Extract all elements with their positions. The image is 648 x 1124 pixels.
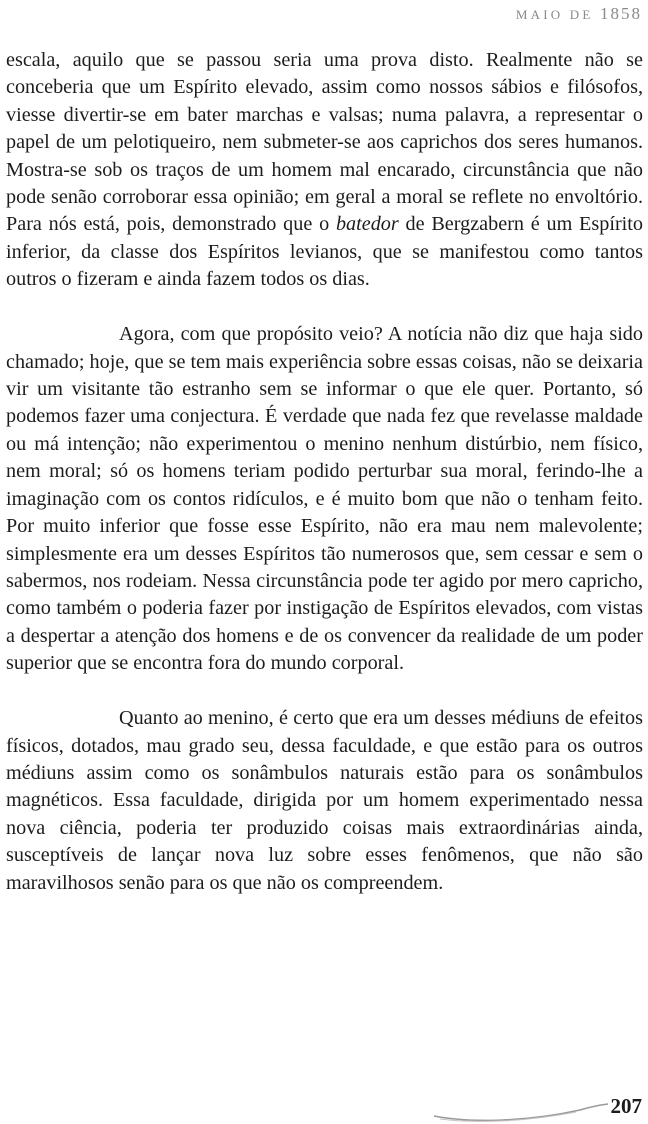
folio: [430, 1090, 644, 1124]
body-text: [6, 47, 643, 897]
paragraph-2: Agora, com que propósito veio? A notícia não diz que haja sido chamado; hoje, que se tem mais experiência sobre essas coisas, não se deixaria vir um visitante tão estranho sem se informar o que ele quer. Portanto, só podemos fazer uma conjectura. É verdade que nada fez que revelasse maldade ou má intenção; não experimentou o menino nenhum distúrbio, nem físico, nem moral; só os homens teriam podido perturbar sua moral, ferindo-lhe a imaginação com os contos ridículos, e é muito bom que não o tenham feito. Por muito inferior que fosse esse Espírito, não era mau nem malevolente; simplesmente era um desses Espíritos tão numerosos que, sem cessar e sem o sabermos, nos rodeiam. Nessa circunstância pode ter agido por mero capricho, como também o poderia fazer por instigação de Espíritos elevados, com vistas a despertar a atenção dos homens e de os convencer da realidade de um poder superior que se encontra fora do mundo corporal.: [6, 323, 643, 675]
swoosh-ornament-icon: [430, 1096, 610, 1124]
paragraph-1-emphasis: batedor: [335, 213, 399, 236]
page-number: 207: [610, 1094, 642, 1118]
paragraph-1-text-start: escala, aquilo que se passou seria uma prova disto. Realmente não se conceberia que um Espírito elevado, assim como nossos sábios e filósofos, viesse divertir-se em bater marchas e valsas; numa palavra, a representar o papel de um pelotiqueiro, nem submeter-se aos caprichos dos seres humanos. Mostra-se sob os traços de um homem mal encarado, circunstância que não pode senão corroborar essa opinião; em geral a moral se reflete no envoltório. Para nós está, pois, demonstrado que o: [6, 49, 643, 236]
running-header-title: MAIO DE: [515, 7, 594, 22]
paragraph-1: [6, 47, 643, 294]
paragraph-1-text-end: de Bergzabern é um Espírito inferior, da classe dos Espíritos levianos, que se manifestou como tantos outros o fizeram e ainda fazem todos os dias.: [6, 213, 643, 291]
running-header: [516, 4, 642, 24]
running-header-year: 1858: [600, 4, 642, 23]
paragraph-3: Quanto ao menino, é certo que era um desses médiuns de efeitos físicos, dotados, mau grado seu, dessa faculdade, e que estão para os outros médiuns assim como os sonâmbulos naturais estão para os sonâmbulos magnéticos. Essa faculdade, dirigida por um homem experimentado nessa nova ciência, poderia ter produzido coisas mais extraordinárias ainda, susceptíveis de lançar nova luz sobre esses fenômenos, que não são maravilhosos senão para os que não os compreendem.: [6, 707, 643, 894]
